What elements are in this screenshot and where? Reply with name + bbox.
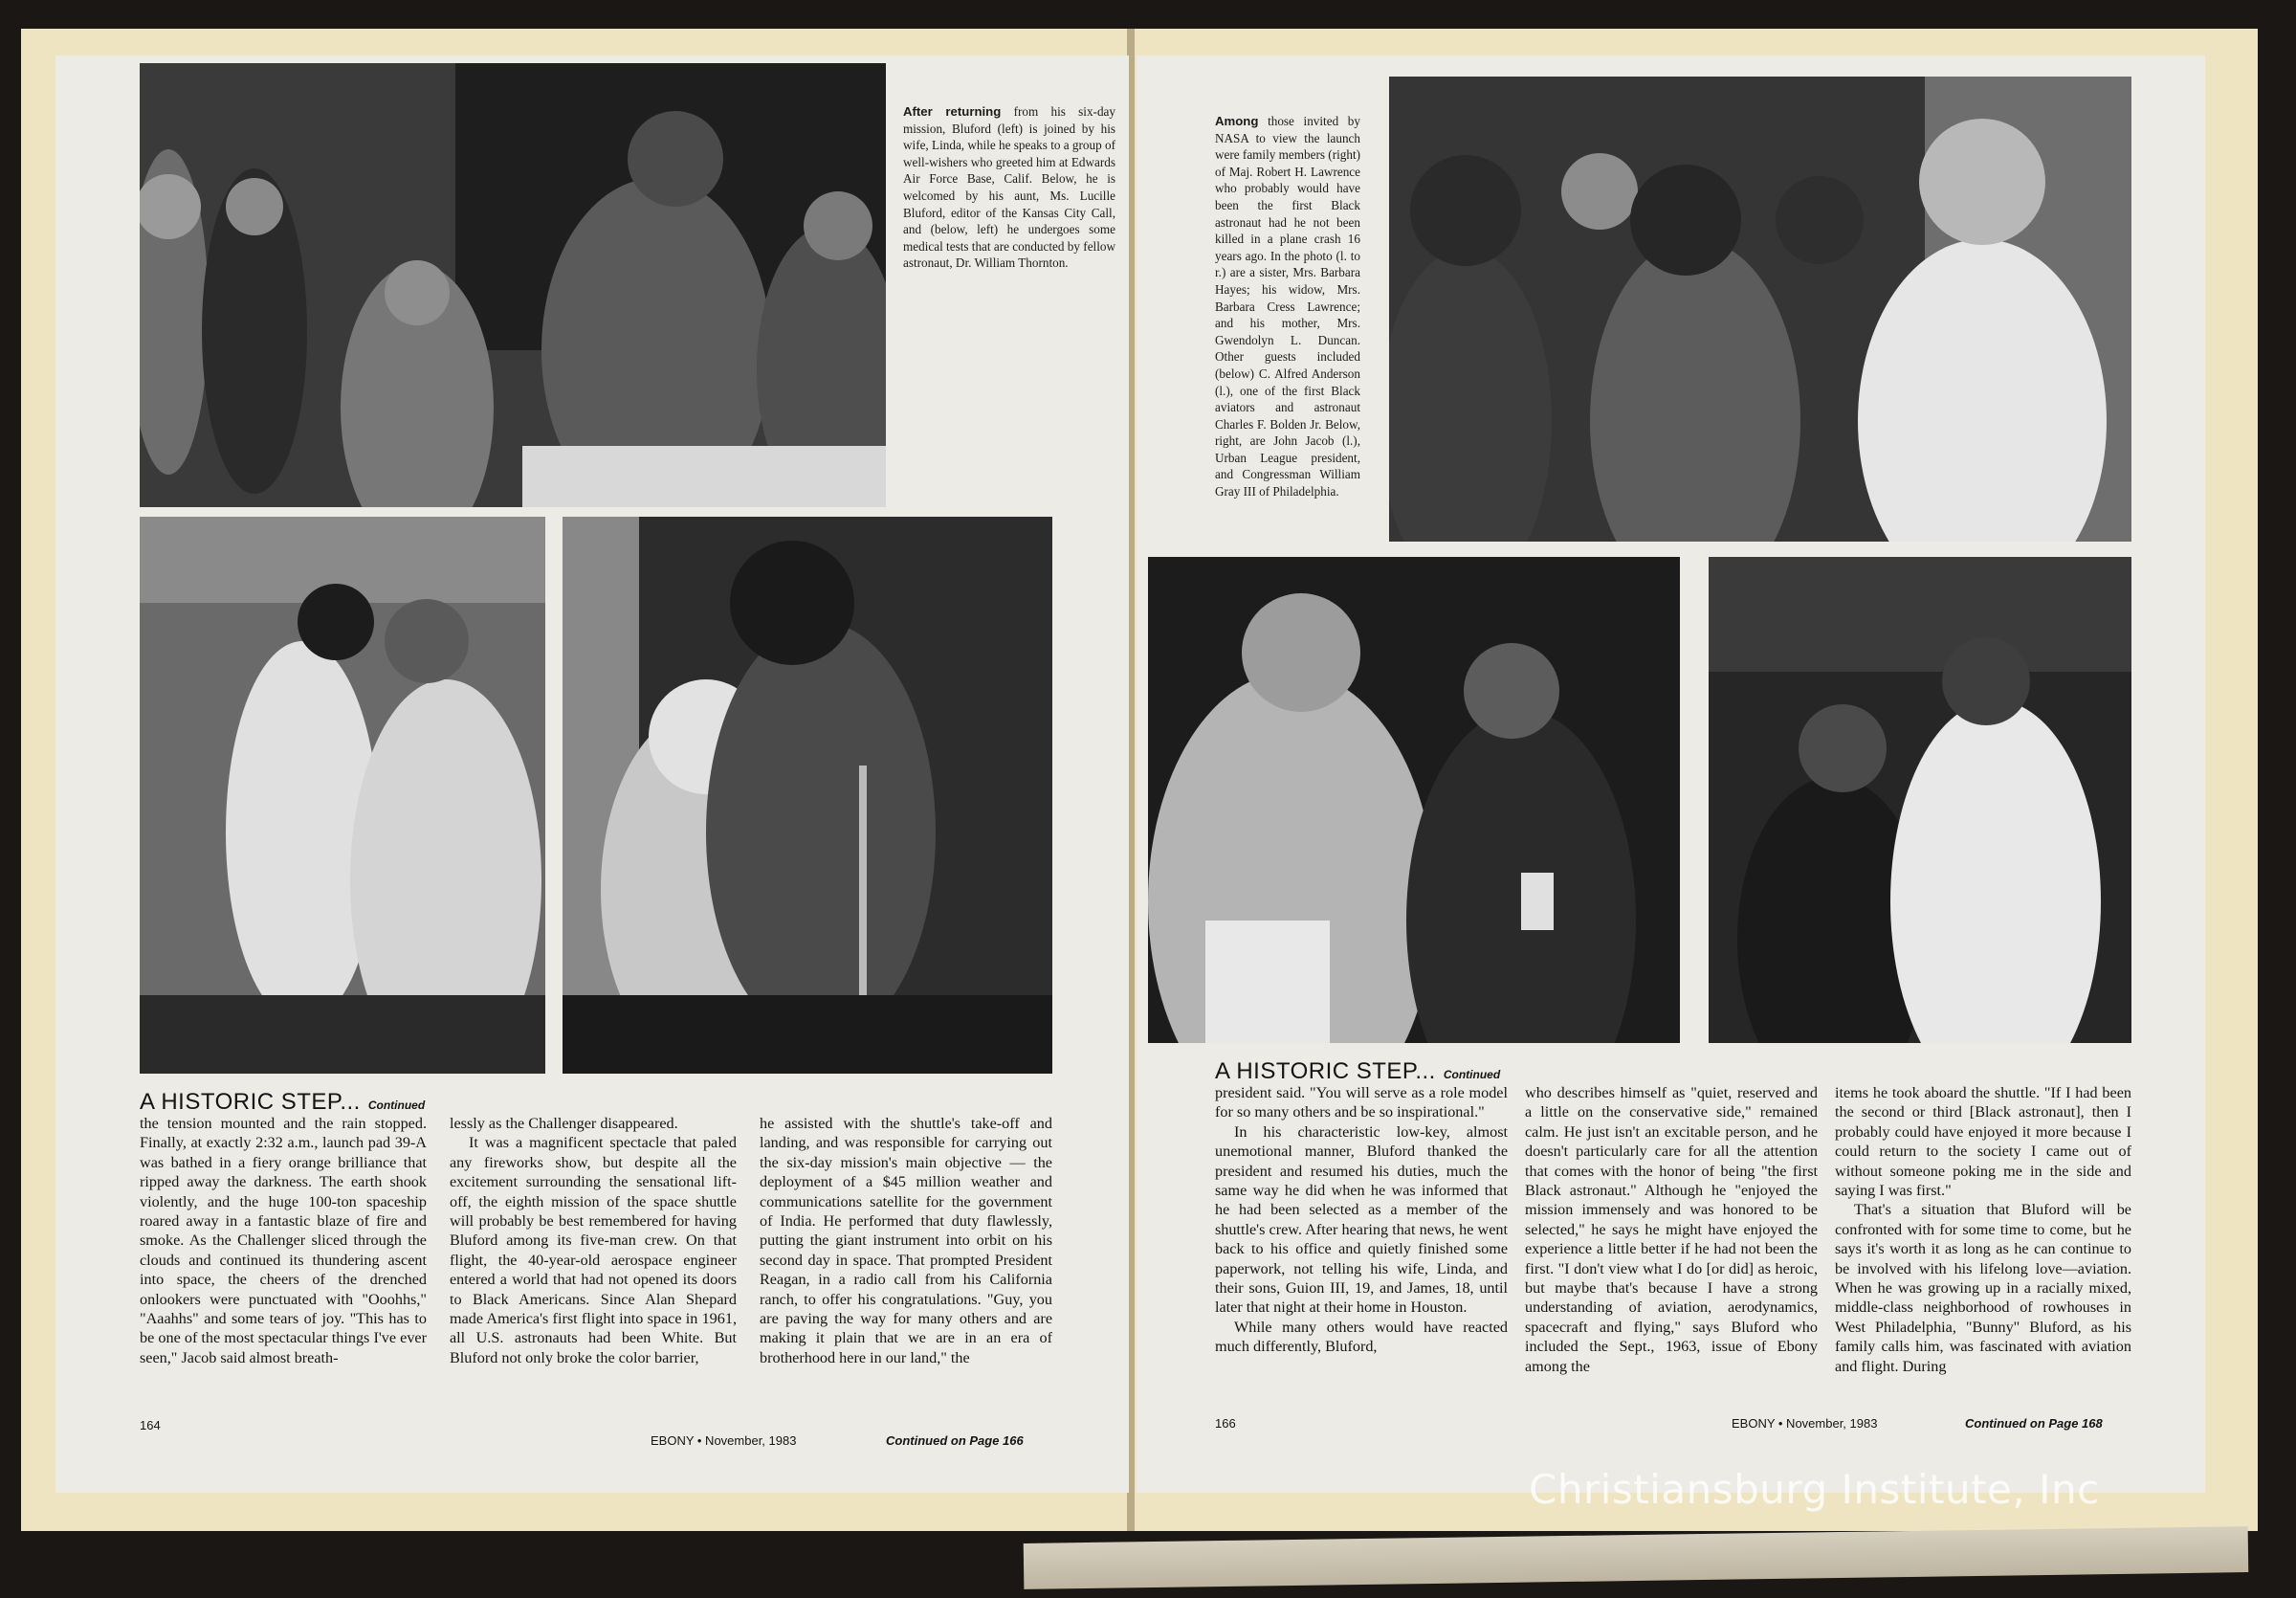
photo-bluford-speaking-at-podium [140, 63, 886, 507]
article-column-3-right: items he took aboard the shuttle. "If I had been the second or third [Black astronaut], then I probably could have enjoyed it more because I could return to the society I came out of without someone poking me in the side and saying I was first." That's a situation that Bluford will be confronted with for some time to come, but he says it's worth it as long as he can continue to be involved with his lifelong love—aviation. When he was growing up in a racially mixed, middle-class neighborhood of rowhouses in West Philadelphia, "Bunny" Bluford, as his family calls him, was fascinated with aviation and flight. During [1835, 1084, 2131, 1375]
page-number-left: 164 [140, 1418, 161, 1432]
article-headline-right: A HISTORIC STEP... Continued [1215, 1058, 1501, 1084]
magazine-footer-left: EBONY • November, 1983 [651, 1433, 797, 1448]
paper-scrap [1024, 1526, 2249, 1589]
archive-watermark: Christiansburg Institute, Inc [1529, 1466, 2100, 1513]
page-number-right: 166 [1215, 1416, 1236, 1431]
photo-aunt-lucille-embrace [563, 517, 1052, 1074]
photo-anderson-and-bolden [1148, 557, 1680, 1043]
photo-caption-top-right: Among those invited by NASA to view the launch were family members (right) of Maj. Robert H. Lawrence who probably would have been the first Black astronaut had he not been killed in a plane crash 16 years ago. In the photo (l. to r.) are a sister, Mrs. Barbara Hayes; his widow, Mrs. Barbara Cress Lawrence; and his mother, Mrs. Gwendolyn L. Duncan. Other guests included (below) C. Alfred Anderson (l.), one of the first Black aviators and astronaut Charles F. Bolden Jr. Below, right, are John Jacob (l.), Urban League president, and Congressman William Gray III of Philadelphia. [1215, 114, 1360, 499]
continued-on-link-left: Continued on Page 166 [886, 1433, 1024, 1448]
article-column-2-right: who describes himself as "quiet, reserved and a little on the conservative side," remained calm. He just isn't an excitable person, and he doesn't particularly care for all the attention that comes with the honor of being "the first Black astronaut." Although he "enjoyed the mission immensely and was honored to be selected," he says he might have enjoyed the experience a little better if he had not been the first. "I don't view what I do [or did] as heroic, but maybe that's because I have a strong understanding of aviation, aerodynamics, spacecraft and flying," says Bluford who included the Sept., 1963, issue of Ebony among the [1525, 1084, 1818, 1375]
photo-medical-tests-thornton [140, 517, 545, 1074]
magazine-page-164 [55, 55, 1129, 1493]
article-column-1-right: president said. "You will serve as a role model for so many others and be so inspirational." In his characteristic low-key, almost unemotional manner, Bluford thanked the president and resumed his duties, much the same way he did when he was informed that he had been selected as a member of the shuttle's crew. After hearing that news, he went back to his office and quietly finished some paperwork, not telling his wife, Linda, and their sons, Guion III, 19, and James, 18, until later that night at their home in Houston. While many others would have reacted much differently, Bluford, [1215, 1084, 1508, 1356]
article-column-3-left: he assisted with the shuttle's take-off and landing, and was responsible for carrying out the six-day mission's main objective — the deployment of a $45 million weather and communications satellite for the government of India. He performed that duty flawlessly, putting the giant instrument into orbit on his second day in space. That prompted President Reagan, in a radio call from his California ranch, to offer his congratulations. "Guy, you are paving the way for many others and are making it plain that we are in an era of brotherhood here in our land," the [760, 1115, 1052, 1366]
photo-jacob-and-gray [1709, 557, 2131, 1043]
article-column-1-left: the tension mounted and the rain stopped. Finally, at exactly 2:32 a.m., launch pad 39-A was bathed in a fiery orange brilliance that ripped away the darkness. The earth shook violently, and the huge 100-ton spaceship roared away in a fantastic blaze of fire and smoke. As the Challenger sliced through the clouds and continued its thundering ascent into space, the cheers of the drenched onlookers were punctuated with "Ooohhs," "Aaahhs" and some tears of joy. "This has to be one of the most spectacular things I've ever seen," Jacob said almost breath- [140, 1115, 427, 1366]
magazine-footer-right: EBONY • November, 1983 [1732, 1416, 1878, 1431]
continued-on-link-right: Continued on Page 168 [1965, 1416, 2103, 1431]
photo-lawrence-family [1389, 77, 2131, 542]
article-headline-left: A HISTORIC STEP... Continued [140, 1089, 426, 1115]
photo-caption-top-left: After returning from his six-day mission, Bluford (left) is joined by his wife, Linda, while he speaks to a group of well-wishers who greeted him at Edwards Air Force Base, Calif. Below, he is welcomed by his aunt, Ms. Lucille Bluford, editor of the Kansas City Call, and (below, left) he undergoes some medical tests that are conducted by fellow astronaut, Dr. William Thornton. [903, 104, 1115, 271]
magazine-page-166 [1137, 55, 2205, 1493]
article-column-2-left: lessly as the Challenger disappeared. It was a magnificent spectacle that paled any fireworks show, but despite all the excitement surrounding the sensational lift-off, the eighth mission of the space shuttle will probably be best remembered for having Bluford among its five-man crew. On that flight, the 40-year-old aerospace engineer entered a world that had not opened its doors to Black Americans. Since Alan Shepard made America's first flight into space in 1961, all U.S. astronauts had been White. But Bluford not only broke the color barrier, [450, 1115, 737, 1366]
